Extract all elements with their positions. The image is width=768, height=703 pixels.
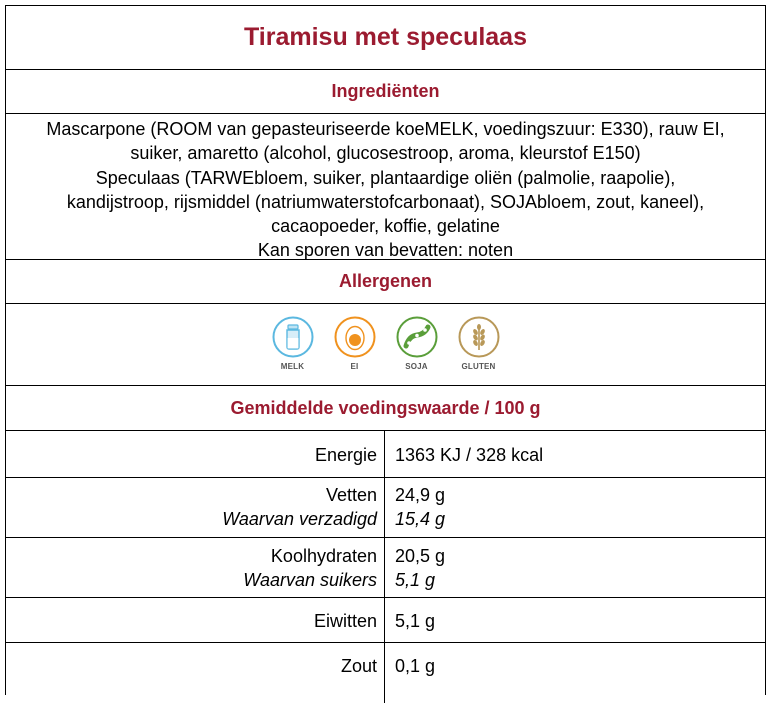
nutrition-row-protein bbox=[6, 598, 765, 643]
allergen-milk bbox=[270, 316, 316, 371]
ingredients-heading: Ingrediënten bbox=[6, 70, 765, 114]
allergen-label: GLUTEN bbox=[461, 362, 496, 371]
allergen-label: MELK bbox=[280, 362, 305, 371]
nutrition-sheet bbox=[5, 5, 766, 695]
ingredient-line: Kan sporen van bevatten: noten bbox=[257, 240, 514, 261]
allergen-label: SOJA bbox=[405, 362, 428, 371]
allergens-heading: Allergenen bbox=[6, 260, 765, 304]
nutrition-label: Zout bbox=[6, 643, 385, 703]
wheat-icon bbox=[458, 316, 500, 358]
nutrition-label: Energie bbox=[6, 431, 385, 477]
allergen-icons bbox=[6, 304, 765, 386]
ingredient-line: suiker, amaretto (alcohol, glucosestroop, aroma, kleurstof E150) bbox=[130, 143, 641, 164]
allergen-label: EI bbox=[350, 362, 359, 371]
nutrition-value: 24,9 g 15,4 g bbox=[395, 485, 446, 529]
nutrition-row-energy bbox=[6, 431, 765, 478]
nutrition-row-salt bbox=[6, 643, 765, 703]
nutrition-value: 0,1 g bbox=[395, 656, 436, 676]
nutrition-label: Vetten Waarvan verzadigd bbox=[6, 478, 385, 537]
page-title: Tiramisu met speculaas bbox=[6, 6, 765, 70]
nutrition-value: 20,5 g 5,1 g bbox=[395, 546, 446, 590]
milk-icon bbox=[272, 316, 314, 358]
nutrition-label: Koolhydraten Waarvan suikers bbox=[6, 538, 385, 597]
egg-icon bbox=[334, 316, 376, 358]
ingredient-line: cacaopoeder, koffie, gelatine bbox=[271, 216, 500, 237]
nutrition-value: 5,1 g bbox=[395, 611, 436, 631]
allergen-egg bbox=[332, 316, 378, 371]
nutrition-value: 1363 KJ / 328 kcal bbox=[395, 445, 544, 465]
allergen-soy bbox=[394, 316, 440, 371]
nutrition-label: Eiwitten bbox=[6, 598, 385, 642]
nutrition-row-carbs bbox=[6, 538, 765, 598]
ingredient-line: Mascarpone (ROOM van gepasteuriseerde koeMELK, voedingszuur: E330), rauw EI, bbox=[46, 119, 725, 139]
soy-icon bbox=[396, 316, 438, 358]
nutrition-row-fat bbox=[6, 478, 765, 538]
nutrition-heading: Gemiddelde voedingswaarde / 100 g bbox=[6, 386, 765, 431]
ingredient-line: Speculaas (TARWEbloem, suiker, plantaardige oliën (palmolie, raapolie), bbox=[95, 167, 676, 188]
ingredients-list bbox=[6, 114, 765, 260]
allergen-gluten bbox=[456, 316, 502, 371]
ingredient-line: kandijstroop, rijsmiddel (natriumwaterstofcarbonaat), SOJAbloem, zout, kaneel), bbox=[66, 191, 705, 212]
